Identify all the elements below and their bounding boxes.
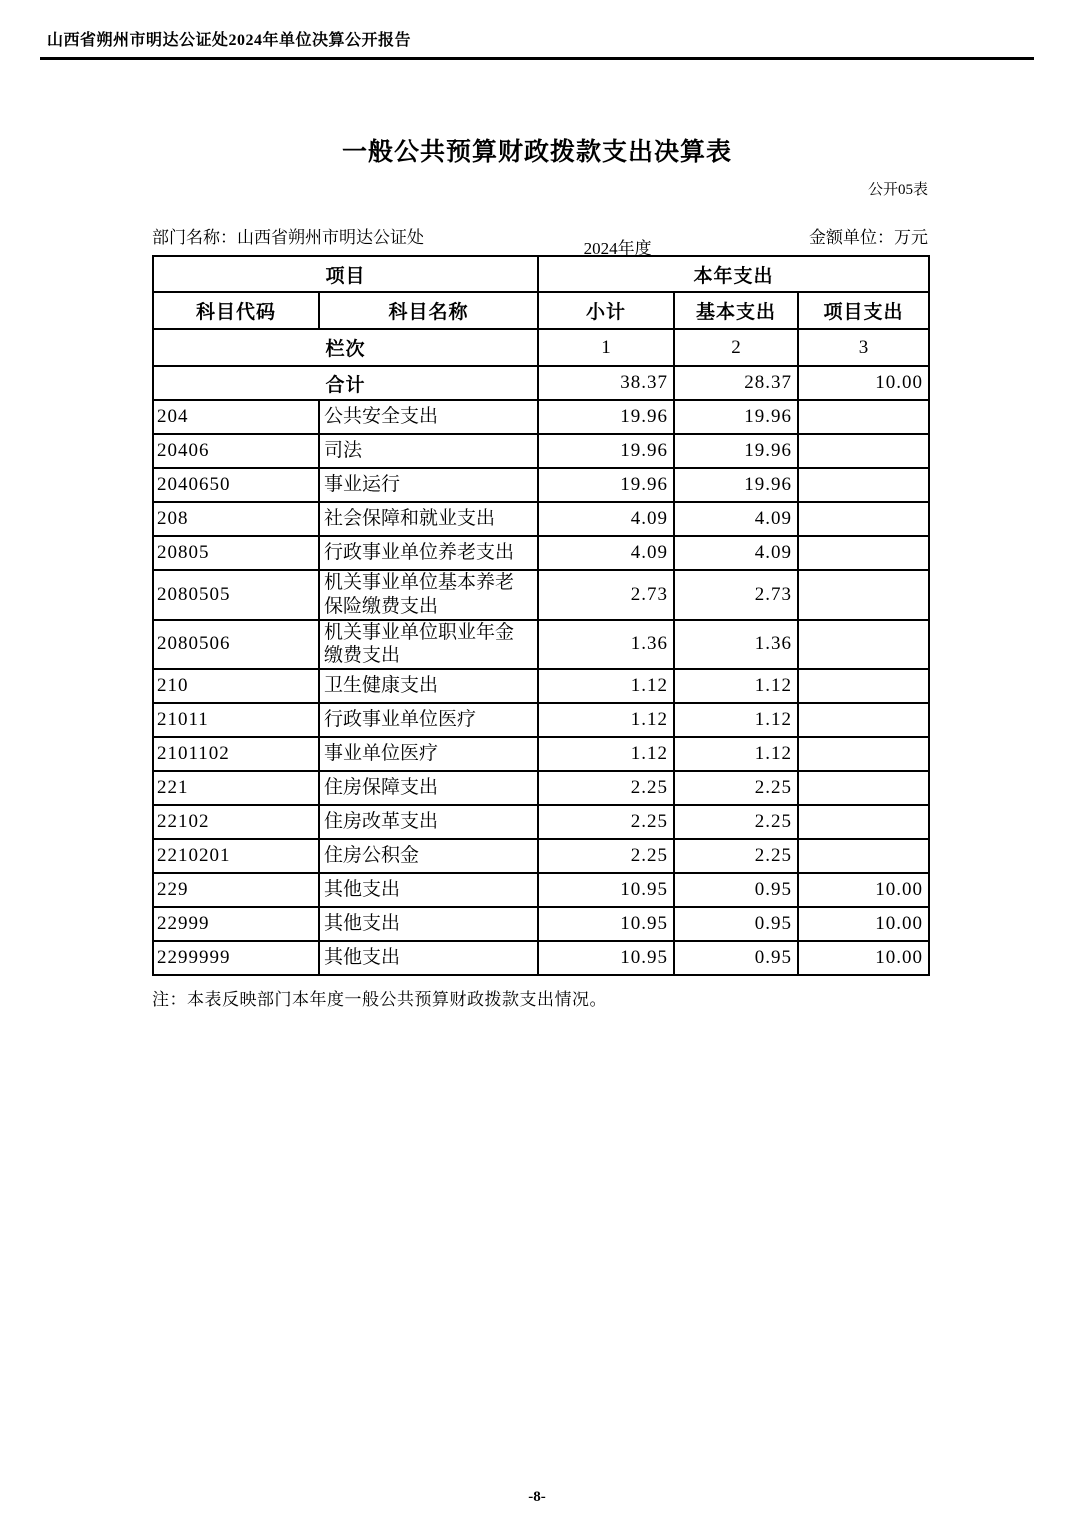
column-index-1: 1	[538, 329, 674, 366]
table-header-group-row	[153, 256, 929, 292]
subject-code-cell: 2101102	[153, 737, 319, 771]
page-number: -8-	[528, 1489, 546, 1505]
page-footer	[0, 1489, 1074, 1506]
table-row	[153, 805, 929, 839]
basic-cell: 2.25	[674, 839, 798, 873]
basic-cell: 19.96	[674, 434, 798, 468]
total-subtotal-cell: 38.37	[538, 366, 674, 400]
amount-unit-label: 金额单位：万元	[809, 228, 928, 247]
table-note: 注：本表反映部门本年度一般公共预算财政拨款支出情况。	[152, 990, 607, 1009]
subject-code-cell: 20406	[153, 434, 319, 468]
subtotal-cell: 10.95	[538, 873, 674, 907]
subject-name-cell: 事业运行	[319, 468, 538, 502]
subject-code-cell: 204	[153, 400, 319, 434]
table-code-label: 公开05表	[867, 182, 928, 198]
header-subtotal: 小计	[538, 292, 674, 329]
header-current-year-group: 本年支出	[538, 256, 929, 292]
subject-name-cell: 社会保障和就业支出	[319, 502, 538, 536]
basic-cell: 1.12	[674, 737, 798, 771]
table-row	[153, 570, 929, 620]
header-subject-code: 科目代码	[153, 292, 319, 329]
table-row	[153, 737, 929, 771]
project-cell: 10.00	[798, 873, 929, 907]
subject-name-cell: 机关事业单位职业年金缴费支出	[319, 620, 538, 670]
subject-code-cell: 210	[153, 669, 319, 703]
project-cell	[798, 771, 929, 805]
basic-cell: 1.12	[674, 669, 798, 703]
subject-name-cell: 公共安全支出	[319, 400, 538, 434]
table-row	[153, 620, 929, 670]
subject-name-cell: 住房公积金	[319, 839, 538, 873]
subject-name-cell: 卫生健康支出	[319, 669, 538, 703]
subject-code-cell: 2080506	[153, 620, 319, 670]
project-cell	[798, 570, 929, 620]
table-title: 一般公共预算财政拨款支出决算表	[341, 139, 732, 166]
basic-cell: 2.25	[674, 805, 798, 839]
table-row	[153, 771, 929, 805]
subject-code-cell: 2210201	[153, 839, 319, 873]
subtotal-cell: 10.95	[538, 941, 674, 975]
basic-cell: 0.95	[674, 873, 798, 907]
subject-name-cell: 行政事业单位医疗	[319, 703, 538, 737]
subject-code-cell: 22999	[153, 907, 319, 941]
subtotal-cell: 2.25	[538, 805, 674, 839]
subtotal-cell: 1.12	[538, 669, 674, 703]
table-row	[153, 434, 929, 468]
header-item-group: 项目	[153, 256, 538, 292]
project-cell	[798, 468, 929, 502]
subject-code-cell: 2040650	[153, 468, 319, 502]
basic-cell: 4.09	[674, 502, 798, 536]
subject-code-cell: 21011	[153, 703, 319, 737]
table-row	[153, 502, 929, 536]
subject-name-cell: 住房改革支出	[319, 805, 538, 839]
basic-cell: 1.12	[674, 703, 798, 737]
basic-cell: 2.73	[674, 570, 798, 620]
subject-name-cell: 事业单位医疗	[319, 737, 538, 771]
table-header-column-row	[153, 292, 929, 329]
total-basic-cell: 28.37	[674, 366, 798, 400]
table-row	[153, 941, 929, 975]
total-row	[153, 366, 929, 400]
table-row	[153, 669, 929, 703]
header-column-row-label: 栏次	[153, 329, 538, 366]
subtotal-cell: 2.73	[538, 570, 674, 620]
total-row-label: 合计	[153, 366, 538, 400]
project-cell: 10.00	[798, 907, 929, 941]
subtotal-cell: 10.95	[538, 907, 674, 941]
subject-code-cell: 2080505	[153, 570, 319, 620]
project-cell	[798, 805, 929, 839]
basic-cell: 4.09	[674, 536, 798, 570]
subject-code-cell: 229	[153, 873, 319, 907]
subtotal-cell: 2.25	[538, 771, 674, 805]
project-cell	[798, 620, 929, 670]
subtotal-cell: 1.36	[538, 620, 674, 670]
project-cell	[798, 434, 929, 468]
table-header-index-row	[153, 329, 929, 366]
basic-cell: 19.96	[674, 468, 798, 502]
basic-cell: 2.25	[674, 771, 798, 805]
subtotal-cell: 19.96	[538, 468, 674, 502]
table-row	[153, 839, 929, 873]
project-cell	[798, 502, 929, 536]
subtotal-cell: 4.09	[538, 536, 674, 570]
subject-name-cell: 机关事业单位基本养老保险缴费支出	[319, 570, 538, 620]
subject-name-cell: 其他支出	[319, 941, 538, 975]
project-cell	[798, 400, 929, 434]
subject-name-cell: 司法	[319, 434, 538, 468]
basic-cell: 0.95	[674, 907, 798, 941]
header-subject-name: 科目名称	[319, 292, 538, 329]
table-row	[153, 873, 929, 907]
header-project-expenditure: 项目支出	[798, 292, 929, 329]
subject-name-cell: 行政事业单位养老支出	[319, 536, 538, 570]
project-cell	[798, 737, 929, 771]
subtotal-cell: 2.25	[538, 839, 674, 873]
project-cell: 10.00	[798, 941, 929, 975]
basic-cell: 0.95	[674, 941, 798, 975]
department-name-label: 部门名称：山西省朔州市明达公证处	[152, 228, 424, 247]
subject-name-cell: 其他支出	[319, 873, 538, 907]
project-cell	[798, 703, 929, 737]
table-row	[153, 703, 929, 737]
basic-cell: 1.36	[674, 620, 798, 670]
table-row	[153, 907, 929, 941]
subtotal-cell: 1.12	[538, 737, 674, 771]
report-header-title: 山西省朔州市明达公证处2024年单位决算公开报告	[47, 32, 412, 49]
basic-cell: 19.96	[674, 400, 798, 434]
table-row	[153, 536, 929, 570]
subject-code-cell: 221	[153, 771, 319, 805]
project-cell	[798, 839, 929, 873]
table-meta-row	[152, 223, 928, 258]
subtotal-cell: 4.09	[538, 502, 674, 536]
expenditure-table	[152, 255, 930, 976]
subject-code-cell: 2299999	[153, 941, 319, 975]
subject-name-cell: 其他支出	[319, 907, 538, 941]
subject-code-cell: 22102	[153, 805, 319, 839]
column-index-3: 3	[798, 329, 929, 366]
subtotal-cell: 19.96	[538, 400, 674, 434]
header-basic-expenditure: 基本支出	[674, 292, 798, 329]
project-cell	[798, 669, 929, 703]
fiscal-year-label: 2024年度	[583, 239, 652, 258]
total-project-cell: 10.00	[798, 366, 929, 400]
subject-code-cell: 20805	[153, 536, 319, 570]
subtotal-cell: 1.12	[538, 703, 674, 737]
table-row	[153, 468, 929, 502]
subject-code-cell: 208	[153, 502, 319, 536]
report-body	[152, 178, 928, 1010]
column-index-2: 2	[674, 329, 798, 366]
subtotal-cell: 19.96	[538, 434, 674, 468]
table-row	[153, 400, 929, 434]
project-cell	[798, 536, 929, 570]
subject-name-cell: 住房保障支出	[319, 771, 538, 805]
report-header	[40, 0, 1034, 60]
